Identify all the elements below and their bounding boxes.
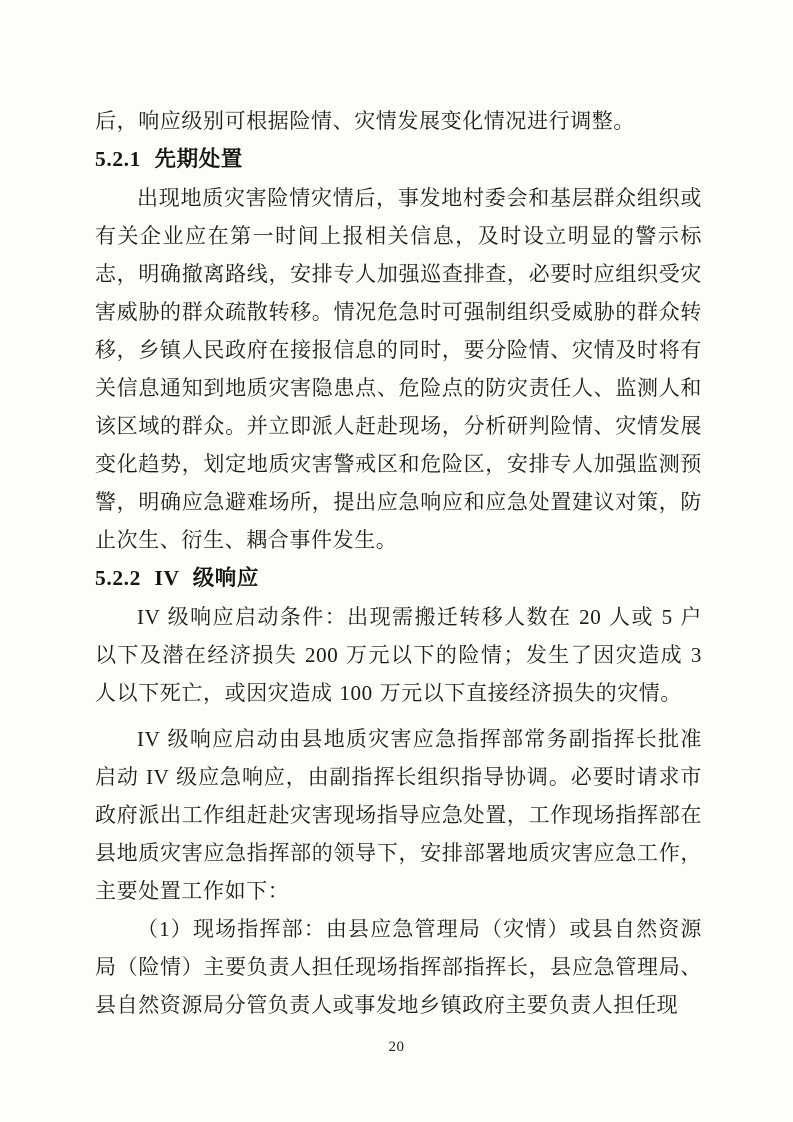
document-body bbox=[95, 102, 702, 1024]
page-number: 20 bbox=[388, 1039, 405, 1055]
section-5-2-1-paragraph: 出现地质灾害险情灾情后，事发地村委会和基层群众组织或有关企业应在第一时间上报相关信息，及时设立明显的警示标志，明确撤离路线，安排专人加强巡查排查，必要时应组织受灾害威胁的群众疏散转移。情况危急时可强制组织受威胁的群众转移，乡镇人民政府在接报信息的同时，要分险情、灾情及时将有关信息通知到地质灾害隐患点、危险点的防灾责任人、监测人和该区域的群众。并立即派人赶赴现场，分析研判险情、灾情发展变化趋势，划定地质灾害警戒区和危险区，安排专人加强监测预警，明确应急避难场所，提出应急响应和应急处置建议对策，防止次生、衍生、耦合事件发生。 bbox=[95, 186, 702, 552]
section-5-2-2-paragraph-2: IV 级响应启动由县地质灾害应急指挥部常务副指挥长批准启动 IV 级应急响应，由副指挥长组织指导协调。必要时请求市政府派出工作组赶赴灾害现场指导应急处置，工作现场指挥部在县地质灾害应急指挥部的领导下，安排部署地质灾害应急工作，主要处置工作如下： bbox=[95, 727, 702, 903]
section-heading-5-2-1: 5.2.1 先期处置 bbox=[95, 147, 243, 171]
section-heading-5-2-2: 5.2.2 IV 级响应 bbox=[95, 566, 260, 590]
section-5-2-2-paragraph-1: IV 级响应启动条件：出现需搬迁转移人数在 20 人或 5 户以下及潜在经济损失 200 万元以下的险情；发生了因灾造成 3 人以下死亡，或因灾造成 100 万元以下直接经济损失的灾情。 bbox=[95, 605, 702, 705]
page-footer bbox=[0, 1038, 793, 1056]
section-5-2-2-paragraph-3: （1）现场指挥部：由县应急管理局（灾情）或县自然资源局（险情）主要负责人担任现场指挥部指挥长，县应急管理局、县自然资源局分管负责人或事发地乡镇政府主要负责人担任现 bbox=[95, 917, 702, 1017]
continuation-paragraph: 后，响应级别可根据险情、灾情发展变化情况进行调整。 bbox=[95, 109, 635, 133]
